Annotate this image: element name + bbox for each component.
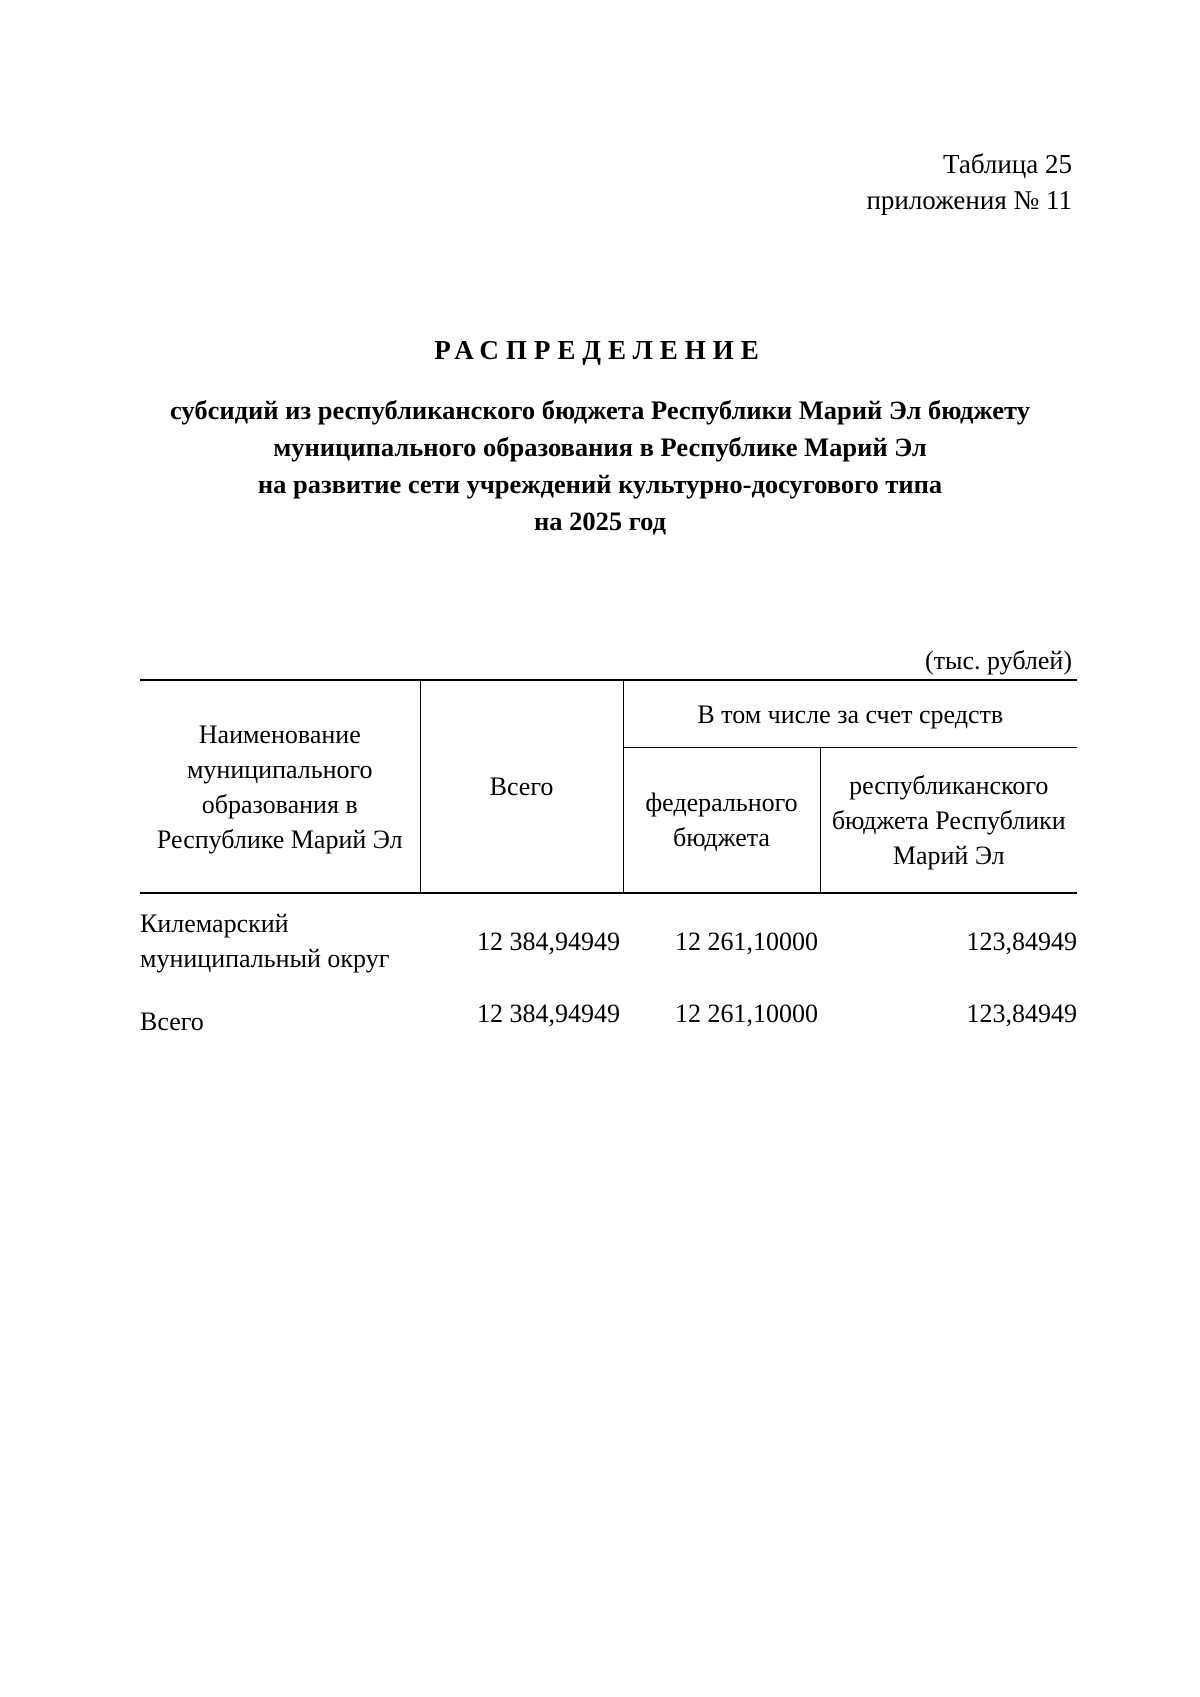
cell-total: 12 384,94949 bbox=[477, 926, 620, 956]
header-republican: республиканского бюджета Республики Марий Эл bbox=[820, 748, 1077, 894]
table-number: Таблица 25 bbox=[943, 149, 1072, 179]
cell-federal: 12 261,10000 bbox=[675, 926, 818, 956]
subtitle-line: на 2025 год bbox=[533, 506, 667, 536]
subtitle-line: муниципального образования в Республике Марий Эл bbox=[273, 432, 927, 462]
cell-republican: 123,84949 bbox=[966, 926, 1077, 956]
table-row-total bbox=[140, 992, 1077, 1039]
units-label: (тыс. рублей) bbox=[924, 646, 1072, 675]
header-municipality: Наименование муниципального образования в Республике Марий Эл bbox=[140, 680, 420, 893]
subtitle-line: на развитие сети учреждений культурно-досугового типа bbox=[257, 469, 943, 499]
cell-total: 12 384,94949 bbox=[477, 999, 620, 1028]
header-including: В том числе за счет средств bbox=[623, 680, 1077, 748]
document-title: РАСПРЕДЕЛЕНИЕ bbox=[434, 335, 766, 365]
cell-republican: 123,84949 bbox=[966, 999, 1077, 1028]
header-federal: федерального бюджета bbox=[623, 748, 820, 894]
table-reference bbox=[866, 146, 1072, 218]
distribution-table bbox=[140, 679, 1077, 1039]
cell-federal: 12 261,10000 bbox=[675, 999, 818, 1028]
cell-municipality: Килемарский муниципальный округ bbox=[140, 909, 390, 973]
appendix-number: приложения № 11 bbox=[866, 185, 1072, 215]
table-header-row bbox=[140, 680, 1077, 748]
cell-municipality: Всего bbox=[140, 1007, 204, 1036]
header-total: Всего bbox=[420, 680, 623, 893]
subtitle-line: субсидий из республиканского бюджета Республики Марий Эл бюджету bbox=[170, 395, 1030, 425]
document-subtitle bbox=[0, 392, 1200, 540]
table-row bbox=[140, 893, 1077, 992]
